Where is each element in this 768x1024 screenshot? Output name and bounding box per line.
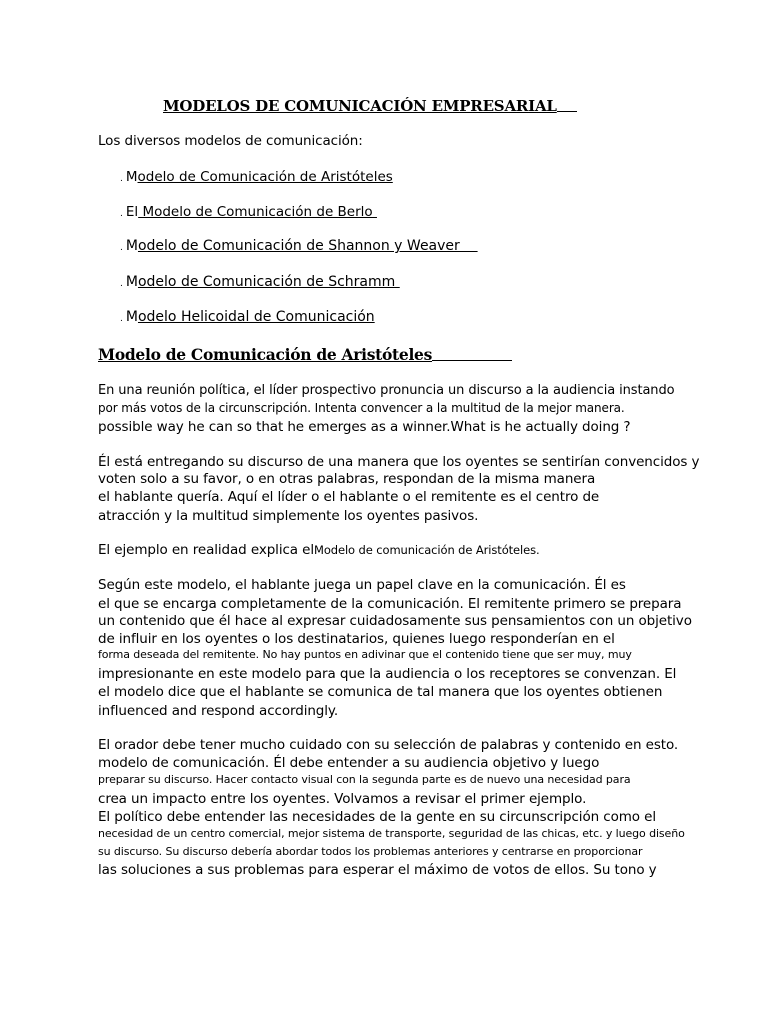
section-heading-text: Modelo de Comunicación de Aristóteles bbox=[98, 345, 433, 364]
model-name-inline: Modelo de comunicación de Aristóteles. bbox=[314, 543, 540, 557]
paragraph-line: necesidad de un centro comercial, mejor sistema de transporte, seguridad de las chicas, etc. y luego diseño bbox=[98, 827, 685, 840]
list-item bbox=[120, 204, 377, 220]
paragraph-text: El ejemplo en realidad explica el bbox=[98, 542, 315, 558]
title-underline-tail bbox=[557, 97, 577, 112]
list-item-link-text: odelo de Comunicación de Schramm bbox=[137, 274, 400, 290]
title-text: MODELOS DE COMUNICACIÓN EMPRESARIAL bbox=[163, 97, 557, 115]
bullet: . bbox=[120, 243, 123, 253]
paragraph-line: impresionante en este modelo para que la audiencia o los receptores se convenzan. El bbox=[98, 666, 677, 682]
paragraph-line: el que se encarga completamente de la comunicación. El remitente primero se prepara bbox=[98, 596, 682, 612]
list-item-link-text: odelo de Comunicación de Aristóteles bbox=[137, 169, 393, 185]
paragraph-line: Según este modelo, el hablante juega un papel clave en la comunicación. Él es bbox=[98, 577, 626, 593]
paragraph-line: El orador debe tener mucho cuidado con su selección de palabras y contenido en esto. bbox=[98, 737, 679, 753]
bullet: . bbox=[120, 279, 123, 289]
paragraph-line: influenced and respond accordingly. bbox=[98, 703, 339, 719]
paragraph-line: por más votos de la circunscripción. Intenta convencer a la multitud de la mejor manera. bbox=[98, 401, 625, 415]
paragraph-line: voten solo a su favor, o en otras palabras, respondan de la misma manera bbox=[98, 471, 596, 487]
list-item bbox=[120, 169, 393, 185]
document-title bbox=[163, 97, 577, 115]
intro-text: Los diversos modelos de comunicación: bbox=[98, 133, 363, 149]
list-item-prefix: M bbox=[125, 169, 138, 185]
bullet: . bbox=[120, 209, 123, 219]
paragraph-line: el hablante quería. Aquí el líder o el hablante o el remitente es el centro de bbox=[98, 489, 600, 505]
list-item-link-text: Modelo de Comunicación de Berlo bbox=[138, 204, 377, 220]
bullet: . bbox=[120, 314, 123, 324]
heading-underline-tail bbox=[432, 345, 512, 361]
paragraph-line: possible way he can so that he emerges as a winner.What is he actually doing ? bbox=[98, 419, 631, 435]
list-item-prefix: El bbox=[125, 204, 139, 220]
paragraph-line: las soluciones a sus problemas para esperar el máximo de votos de ellos. Su tono y bbox=[98, 862, 657, 878]
paragraph-line: de influir en los oyentes o los destinatarios, quienes luego responderían en el bbox=[98, 631, 615, 647]
paragraph-line: crea un impacto entre los oyentes. Volvamos a revisar el primer ejemplo. bbox=[98, 791, 587, 807]
list-item bbox=[120, 309, 375, 325]
list-item-prefix: M bbox=[125, 309, 138, 325]
list-item-prefix: M bbox=[125, 274, 138, 290]
paragraph-line bbox=[98, 542, 540, 558]
list-item-link-text: odelo de Comunicación de Shannon y Weaver bbox=[137, 238, 478, 254]
list-item-link-text: odelo Helicoidal de Comunicación bbox=[137, 309, 375, 325]
bullet: . bbox=[120, 174, 123, 184]
paragraph-line: En una reunión política, el líder prospectivo pronuncia un discurso a la audiencia instando bbox=[98, 383, 675, 398]
paragraph-line: atracción y la multitud simplemente los oyentes pasivos. bbox=[98, 508, 479, 524]
paragraph-line: forma deseada del remitente. No hay puntos en adivinar que el contenido tiene que ser muy, muy bbox=[98, 648, 632, 661]
paragraph-line: preparar su discurso. Hacer contacto visual con la segunda parte es de nuevo una necesidad para bbox=[98, 773, 631, 786]
list-item bbox=[120, 274, 400, 290]
paragraph-line: modelo de comunicación. Él debe entender a su audiencia objetivo y luego bbox=[98, 755, 600, 771]
list-item-prefix: M bbox=[125, 238, 138, 254]
paragraph-line: Él está entregando su discurso de una manera que los oyentes se sentirían convencidos y bbox=[98, 454, 700, 470]
paragraph-line: El político debe entender las necesidades de la gente en su circunscripción como el bbox=[98, 809, 657, 825]
paragraph-line: su discurso. Su discurso debería abordar todos los problemas anteriores y centrarse en proporcionar bbox=[98, 845, 643, 858]
list-item bbox=[120, 238, 478, 254]
paragraph-line: un contenido que él hace al expresar cuidadosamente sus pensamientos con un objetivo bbox=[98, 613, 692, 629]
paragraph-line: el modelo dice que el hablante se comunica de tal manera que los oyentes obtienen bbox=[98, 684, 663, 700]
section-heading bbox=[98, 345, 512, 364]
